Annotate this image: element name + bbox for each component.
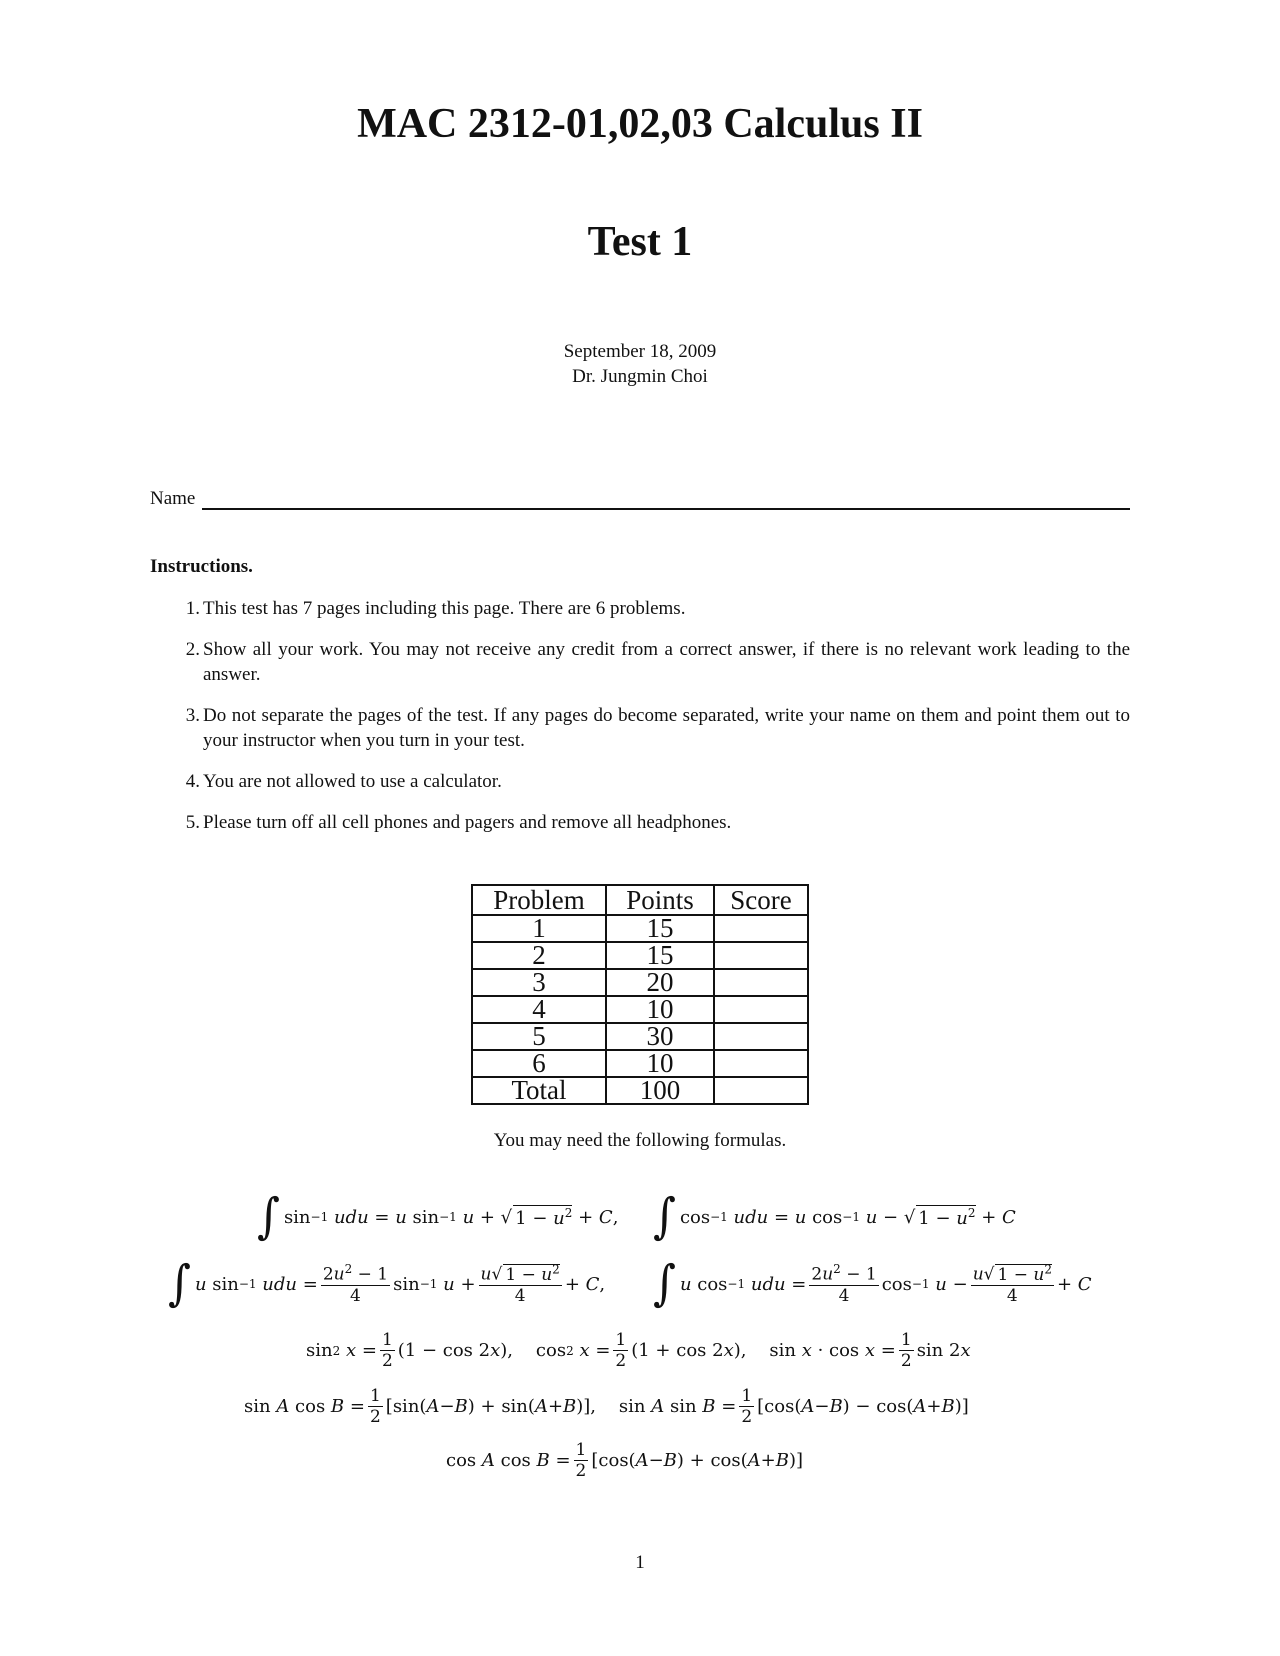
instruction-number: 3. (185, 705, 200, 726)
instruction-text: This test has 7 pages including this page. There are 6 problems. (203, 598, 686, 619)
column-header-points: Points (606, 885, 714, 915)
problem-cell: 5 (472, 1023, 606, 1050)
score-cell (714, 1023, 808, 1050)
formula-integral-arccos: ∫ cos −1 udu = u cos −1 u − √ $1 - u^2$ + C (653, 1188, 1016, 1245)
table-row (472, 942, 808, 969)
table-row (472, 969, 808, 996)
test-title: Test 1 (587, 219, 693, 265)
column-header-problem: Problem (472, 885, 606, 915)
score-cell (714, 1050, 808, 1077)
name-label: Name (150, 488, 196, 509)
instructions-heading: Instructions. (150, 556, 253, 577)
problem-cell: 6 (472, 1050, 606, 1077)
problem-cell: 3 (472, 969, 606, 996)
score-cell (714, 1077, 808, 1104)
points-cell: 15 (606, 915, 714, 942)
score-cell (714, 942, 808, 969)
formulas-intro: You may need the following formulas. (493, 1130, 787, 1151)
score-table (471, 884, 809, 1105)
table-row (472, 1023, 808, 1050)
instruction-number: 5. (185, 812, 200, 833)
instruction-text: Do not separate the pages of the test. If any pages do become separated, write your name on them and point them out to your instructor when you turn in your test. (203, 705, 1130, 751)
points-cell: 100 (606, 1077, 714, 1104)
table-row (472, 915, 808, 942)
score-cell (714, 969, 808, 996)
instruction-text: Show all your work. You may not receive any credit from a correct answer, if there is no relevant work leading to the answer. (203, 639, 1130, 685)
instruction-number: 2. (185, 639, 200, 660)
score-cell (714, 915, 808, 942)
column-header-score: Score (714, 885, 808, 915)
instruction-text: Please turn off all cell phones and pagers and remove all headphones. (203, 812, 732, 833)
points-cell: 15 (606, 942, 714, 969)
formula-integral-arcsin: ∫ sin −1 udu = u sin −1 u + √ $1 - u^2$ + C , (257, 1188, 619, 1245)
points-cell: 10 (606, 996, 714, 1023)
points-cell: 20 (606, 969, 714, 996)
name-field (150, 488, 1130, 514)
formula-integral-u-arcsin: ∫ u sin −1 udu = $\frac{2u^2 - 1}{4}$ sin −1 u + $\frac{u√ 1 - u^2}{4}$ + C , (168, 1255, 606, 1312)
instruction-number: 4. (185, 771, 200, 792)
formula-integral-u-arccos: ∫ u cos −1 udu = $\frac{2u^2 - 1}{4}$ cos −1 u − $\frac{u√ 1 - u^2}{4}$ + C (653, 1255, 1092, 1312)
formula-product-to-sum-2: cos A cos B = $\frac{1}{2}$ [cos( A − B ) + cos( A + B )] (446, 1440, 804, 1482)
problem-cell: Total (472, 1077, 606, 1104)
test-date: September 18, 2009 (563, 341, 717, 362)
score-cell (714, 996, 808, 1023)
table-row (472, 996, 808, 1023)
formula-power-reduction: sin 2 x = $\frac{1}{2}$ (1 − cos 2 x ), cos 2 x = $\frac{1}{2}$ (1 + cos 2 x ), sin x · cos x = $\frac{1}{2}$ sin 2 x (306, 1330, 971, 1372)
problem-cell: 4 (472, 996, 606, 1023)
instruction-number: 1. (185, 598, 200, 619)
table-total-row (472, 1077, 808, 1104)
formula-product-to-sum-1: sin A cos B = $\frac{1}{2}$ [sin( A − B ) + sin( A + B )], sin A sin B = $\frac{1}{2}$ [cos( A − B ) − cos( A + B )] (244, 1386, 969, 1428)
table-header-row (472, 885, 808, 915)
page-number: 1 (635, 1552, 645, 1573)
points-cell: 30 (606, 1023, 714, 1050)
instruction-text: You are not allowed to use a calculator. (203, 771, 502, 792)
points-cell: 10 (606, 1050, 714, 1077)
instructor-name: Dr. Jungmin Choi (572, 366, 708, 387)
name-blank-line (202, 508, 1130, 510)
table-row (472, 1050, 808, 1077)
problem-cell: 2 (472, 942, 606, 969)
problem-cell: 1 (472, 915, 606, 942)
course-title: MAC 2312-01,02,03 Calculus II (357, 101, 923, 147)
